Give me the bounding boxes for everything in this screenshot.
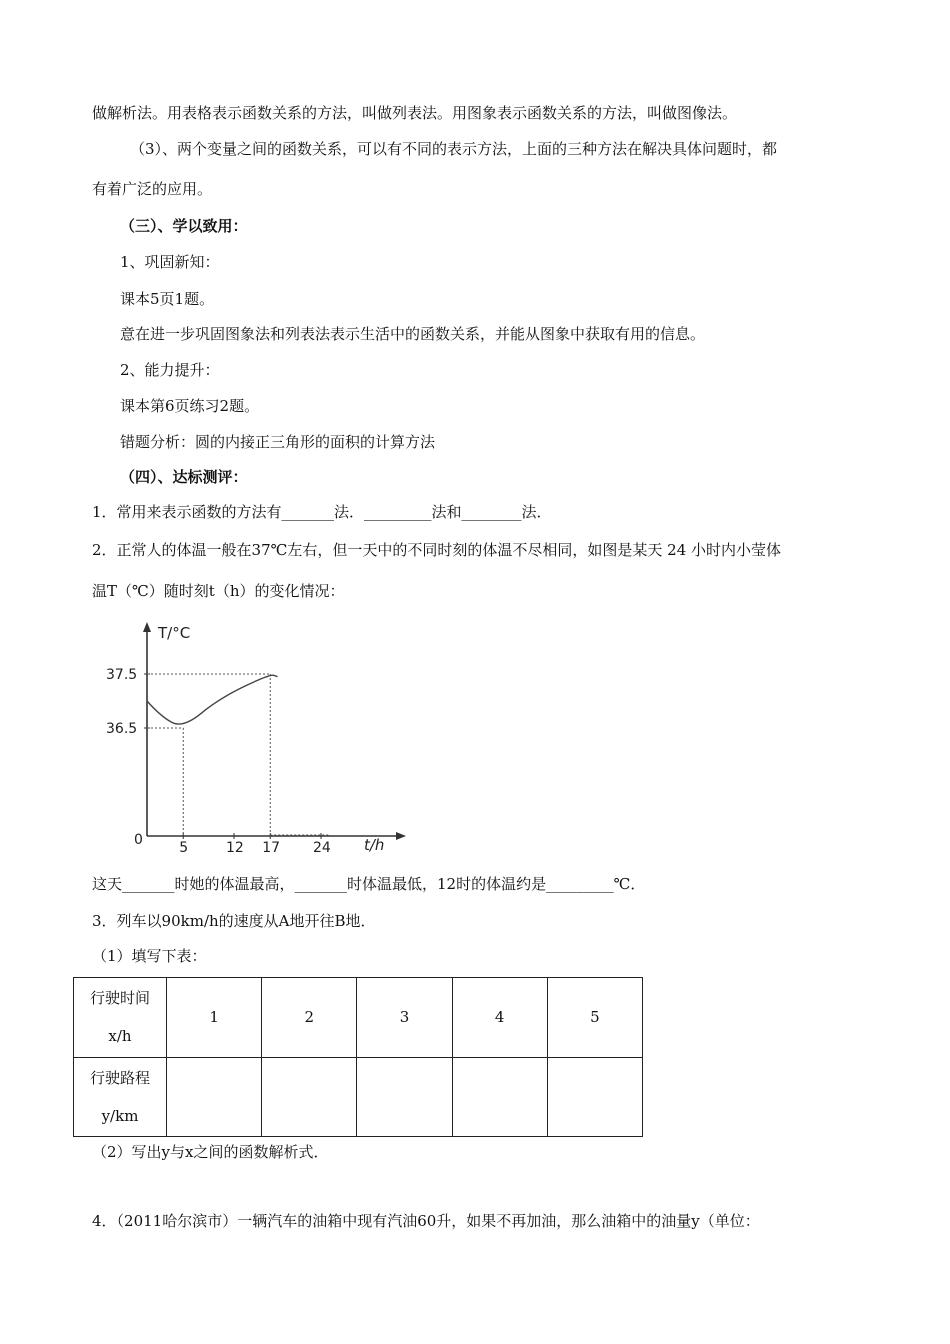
question-3-part-2: （2）写出y与x之间的函数解析式． <box>92 1143 329 1161</box>
paragraph-point-3-cont: 有着广泛的应用。 <box>92 180 213 198</box>
table-cell-empty <box>357 1057 452 1137</box>
table-cell-empty <box>262 1057 357 1137</box>
table-row <box>74 1057 643 1137</box>
question-1: 1．常用来表示函数的方法有_______法．_________法和________法． <box>92 503 552 521</box>
row-header-distance <box>74 1057 167 1137</box>
question-3: 3．列车以90km/h的速度从A地开往B地． <box>92 912 376 930</box>
x-axis-label: t/h <box>364 836 385 854</box>
temperature-chart <box>100 614 420 864</box>
item-ability: 2、能力提升： <box>120 361 220 379</box>
row-header-time-label: 行驶时间 <box>89 989 150 1008</box>
fill-in-table <box>73 977 643 1137</box>
x-tick-label: 5 <box>179 840 189 856</box>
table-cell-empty <box>547 1057 642 1137</box>
table-row <box>74 978 643 1058</box>
table-cell: 4 <box>452 978 547 1058</box>
x-axis-arrow <box>396 832 406 840</box>
row-header-time-unit: x/h <box>108 1027 132 1046</box>
x-tick-label: 17 <box>262 840 281 856</box>
table-cell-empty <box>452 1057 547 1137</box>
table-cell: 1 <box>167 978 262 1058</box>
origin-label: 0 <box>134 832 143 848</box>
question-2-blanks: 这天_______时她的体温最高，_______时体温最低，12时的体温约是_________℃． <box>92 875 646 893</box>
y-axis-arrow <box>143 622 151 632</box>
y-tick-label: 37.5 <box>106 667 138 683</box>
section-heading-3: （三）、学以致用： <box>120 217 248 235</box>
item-consolidate: 1、巩固新知： <box>120 253 220 271</box>
item-textbook-p6: 课本第6页练习2题。 <box>120 397 260 415</box>
x-tick-label: 24 <box>313 840 331 856</box>
row-header-distance-label: 行驶路程 <box>89 1068 150 1087</box>
row-header-time <box>74 978 167 1058</box>
paragraph-point-3: （3）、两个变量之间的函数关系，可以有不同的表示方法，上面的三种方法在解决具体问题时，都 <box>130 140 778 158</box>
paragraph-analysis-method: 做解析法。用表格表示函数关系的方法，叫做列表法。用图象表示函数关系的方法，叫做图像法。 <box>92 104 738 122</box>
table-cell: 2 <box>262 978 357 1058</box>
item-purpose: 意在进一步巩固图象法和列表法表示生活中的函数关系，并能从图象中获取有用的信息。 <box>120 325 706 343</box>
y-axis-label: T/°C <box>158 624 191 642</box>
item-error-analysis: 错题分析：圆的内接正三角形的面积的计算方法 <box>120 433 436 451</box>
section-heading-4: （四）、达标测评： <box>120 468 248 486</box>
x-tick-label: 12 <box>226 840 244 856</box>
question-2: 2．正常人的体温一般在37℃左右，但一天中的不同时刻的体温不尽相同，如图是某天 24 小时内小莹体 <box>92 541 782 559</box>
table-cell: 5 <box>547 978 642 1058</box>
table-cell: 3 <box>357 978 452 1058</box>
row-header-distance-unit: y/km <box>101 1106 139 1125</box>
item-textbook-p5: 课本5页1题。 <box>120 290 215 308</box>
question-4: 4．（2011哈尔滨市）一辆汽车的油箱中现有汽油60升，如果不再加油，那么油箱中的油量y（单位： <box>92 1212 760 1230</box>
question-2-cont: 温T（℃）随时刻t（h）的变化情况： <box>92 582 345 600</box>
y-tick-label: 36.5 <box>106 721 138 737</box>
temperature-curve <box>147 675 278 724</box>
question-3-part-1: （1）填写下表： <box>92 947 207 965</box>
table-cell-empty <box>167 1057 262 1137</box>
